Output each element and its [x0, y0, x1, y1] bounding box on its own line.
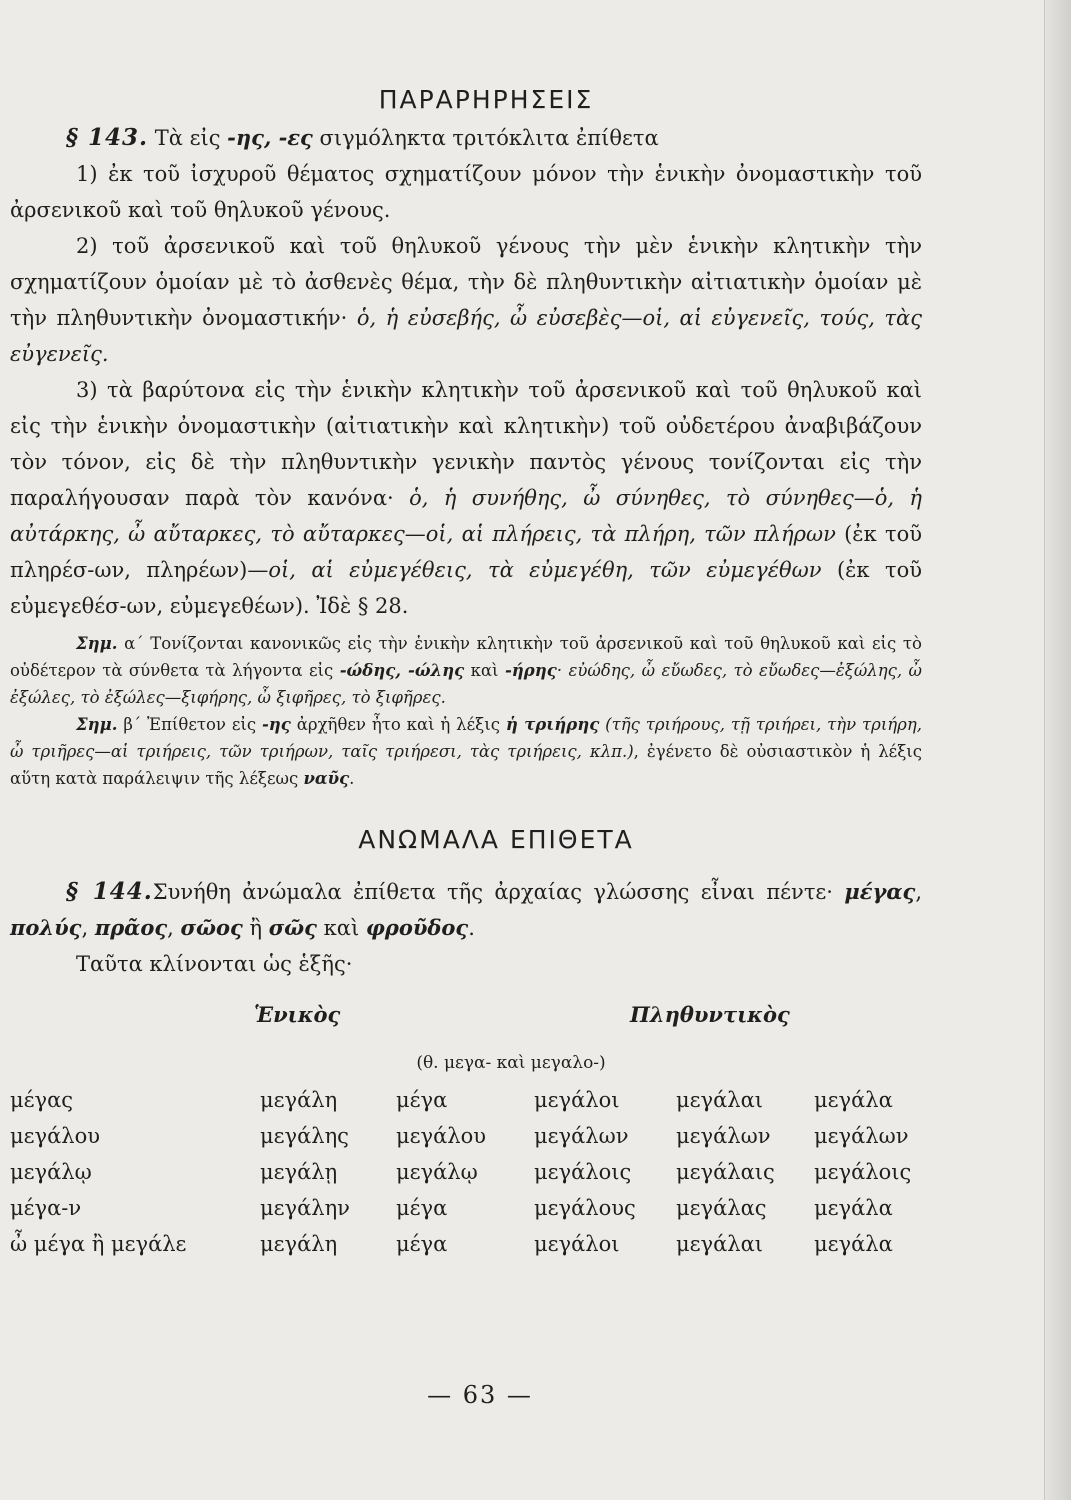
s143-point-3 — [10, 372, 922, 624]
note-b-text-c: , ἐγένετο δὲ οὐσιαστικὸν ἡ λέξις αὕτη κατὰ παράλειψιν τῆς λέξεως — [10, 742, 922, 788]
note-a-text-b: καὶ — [464, 661, 505, 680]
table-cell: μεγάλῳ — [10, 1160, 92, 1184]
table-cell: μέγα — [396, 1088, 448, 1112]
note-b-text-a: β΄ Ἐπίθετον εἰς — [117, 715, 262, 734]
note-a-endings: -ώδης, -ώλης — [339, 661, 465, 680]
table-cell: μεγάλη — [260, 1232, 338, 1256]
s143-intro-text-b: σιγμόληκτα τριτόκλιτα ἐπίθετα — [312, 126, 659, 150]
table-cell: μέγα-ν — [10, 1196, 82, 1220]
s143-number: § 143. — [66, 124, 149, 151]
s144-word-5: σῶς — [268, 915, 317, 940]
table-cell: ὦ μέγα ἢ μεγάλε — [10, 1232, 187, 1256]
s143-point-2-examples: ὁ, ἡ εὐσεβής, ὦ εὐσεβὲς—οἱ, αἱ εὐγενεῖς, τούς, τὰς εὐγενεῖς. — [10, 306, 922, 366]
table-cell: μεγάλων — [814, 1124, 909, 1148]
table-cell: μέγα — [396, 1232, 448, 1256]
s144-comma-1: , — [915, 880, 922, 904]
note-b-label: Σημ. — [76, 715, 118, 734]
s143-point-2 — [10, 228, 922, 372]
table-cell: μεγάλοι — [534, 1088, 620, 1112]
s143-point-3-mid-1: (ἐκ τοῦ πληρέσ-ων, πληρέων)— — [10, 522, 922, 582]
table-cell: μεγάλοις — [814, 1160, 912, 1184]
s144-word-6: φροῦδος — [365, 915, 469, 940]
table-row — [10, 1154, 922, 1190]
table-row — [10, 1118, 922, 1154]
singular-header: Ἑνικὸς — [254, 1002, 341, 1027]
s144-text-a: Συνήθη ἀνώμαλα ἐπίθετα τῆς ἀρχαίας γλώσσης εἶναι πέντε· — [152, 880, 845, 904]
s143-point-3-text: 3) τὰ βαρύτονα εἰς τὴν ἑνικὴν κλητικὴν τοῦ ἀρσενικοῦ καὶ τοῦ θηλυκοῦ καὶ εἰς τὴν ἑνικὴν ὀνομαστικὴν (αἰτιατικὴν καὶ κλητικὴν) τοῦ οὐδετέρου ἀναβιβάζουν τὸν τόνον, εἰς δὲ τὴν πληθυντικὴν γενικὴν παντὸς γένους τονίζονται εἰς τὴν παραλήγουσαν παρὰ τὸν κανόνα· — [10, 378, 922, 510]
s143-intro-text-a: Τὰ εἰς — [154, 126, 228, 150]
table-cell: μεγάλων — [534, 1124, 629, 1148]
table-cell: μεγάλαι — [676, 1088, 763, 1112]
table-cell: μέγα — [396, 1196, 448, 1220]
note-b — [10, 711, 922, 792]
table-cell: μεγάλης — [260, 1124, 349, 1148]
s143-point-3-mid-2: (ἐκ τοῦ εὐμεγεθέσ-ων, εὐμεγεθέων). Ἰδὲ § 28. — [10, 558, 922, 618]
table-cell: μεγάλων — [676, 1124, 771, 1148]
table-cell: μεγάλου — [10, 1124, 100, 1148]
table-row — [10, 1082, 922, 1118]
s143-intro — [10, 120, 922, 156]
page-number: — 63 — — [427, 1381, 533, 1409]
note-b-word-2: ναῦς — [303, 769, 350, 788]
page-edge — [1044, 0, 1071, 1500]
s143-point-1: 1) ἐκ τοῦ ἰσχυροῦ θέματος σχηματίζουν μόνον τὴν ἑνικὴν ὀνομαστικὴν τοῦ ἀρσενικοῦ καὶ τοῦ θηλυκοῦ γένους. — [10, 162, 922, 222]
table-cell: μεγάλῃ — [260, 1160, 338, 1184]
table-cell: μεγάλαι — [676, 1232, 763, 1256]
s144-comma-2: , — [81, 916, 95, 940]
s144-word-4: σῶος — [180, 915, 243, 940]
declension-table — [10, 1082, 922, 1262]
table-row — [10, 1190, 922, 1226]
note-b-end: . — [349, 769, 355, 788]
s144-word-1: μέγας — [844, 879, 916, 904]
table-cell: μεγάλοις — [534, 1160, 632, 1184]
section-heading-remarks: ΠΑΡΑΡΗΡΗΣΕΙΣ — [378, 85, 594, 114]
note-a — [10, 630, 922, 711]
table-cell: μεγάλα — [814, 1088, 893, 1112]
s144-end: . — [468, 916, 475, 940]
table-cell: μέγας — [10, 1088, 74, 1112]
page-body — [10, 80, 922, 1262]
note-b-ending: -ης — [261, 715, 291, 734]
s144-or: ἢ — [242, 916, 269, 940]
s144-intro — [10, 874, 922, 946]
section-heading-irregular-adjectives: ΑΝΩΜΑΛΑ ΕΠΙΘΕΤΑ — [358, 825, 634, 854]
table-cell: μεγάλας — [676, 1196, 767, 1220]
s143-endings: -ης, -ες — [227, 125, 313, 150]
table-cell: μεγάλοι — [534, 1232, 620, 1256]
table-cell: μεγάλαις — [676, 1160, 775, 1184]
table-cell: μεγάλους — [534, 1196, 636, 1220]
table-row — [10, 1226, 922, 1262]
stem-note: (θ. μεγα- καὶ μεγαλο-) — [416, 1053, 606, 1073]
s143-point-2-text: 2) τοῦ ἀρσενικοῦ καὶ τοῦ θηλυκοῦ γένους τὴν μὲν ἑνικὴν κλητικὴν τὴν σχηματίζουν ὁμοίαν μὲ τὸ ἀσθενὲς θέμα, τὴν δὲ πληθυντικὴν αἰτιατικὴν ὁμοίαν μὲ τὴν πληθυντικὴν ὀνομαστικήν· — [10, 234, 922, 330]
note-a-ending-3: -ήρης — [504, 661, 557, 680]
s144-number: § 144. — [66, 878, 153, 905]
s143-point-3-examples-2: οἱ, αἱ εὐμεγέθεις, τὰ εὐμεγέθη, τῶν εὐμεγέθων — [268, 558, 822, 582]
declension-table-block — [10, 1002, 922, 1262]
table-cell: μεγάλην — [260, 1196, 350, 1220]
note-b-text-b: ἀρχῆθεν ἦτο καὶ ἡ λέξις — [290, 715, 506, 734]
s144-word-2: πολύς — [10, 915, 82, 940]
s144-comma-3: , — [167, 916, 181, 940]
table-cell: μεγάλη — [260, 1088, 338, 1112]
note-a-examples: · εὐώδης, ὦ εὔωδες, τὸ εὔωδες—ἐξώλης, ὦ ἐξώλες, τὸ ἐξώλες—ξιφήρης, ὦ ξιφῆρες, τὸ ξιφῆρες. — [10, 661, 922, 707]
s144-and: καὶ — [316, 916, 366, 940]
note-a-text-a: α΄ Τονίζονται κανονικῶς εἰς τὴν ἑνικὴν κλητικὴν τοῦ ἀρσενικοῦ καὶ τοῦ θηλυκοῦ καὶ εἰς τὸ οὐδέτερον τὰ σύνθετα τὰ λήγοντα εἰς — [10, 634, 922, 680]
note-b-word: ἡ τριήρης — [505, 715, 600, 734]
table-cell: μεγάλου — [396, 1124, 486, 1148]
plural-header: Πληθυντικὸς — [630, 1002, 790, 1027]
table-cell: μεγάλα — [814, 1196, 893, 1220]
s143-point-3-examples-1: ὁ, ἡ συνήθης, ὦ σύνηθες, τὸ σύνηθες—ὁ, ἡ αὐτάρκης, ὦ αὔταρκες, τὸ αὔταρκες—οἱ, αἱ πλήρεις, τὰ πλήρη, τῶν πλήρων — [10, 486, 923, 546]
table-cell: μεγάλα — [814, 1232, 893, 1256]
table-cell: μεγάλῳ — [396, 1160, 478, 1184]
note-a-label: Σημ. — [76, 634, 118, 653]
s144-word-3: πρᾶος — [94, 915, 168, 940]
s144-declension-intro: Ταῦτα κλίνονται ὡς ἑξῆς· — [76, 952, 353, 976]
declension-table-header — [10, 1002, 922, 1042]
note-b-forms: (τῆς τριήρους, τῇ τριήρει, τὴν τριήρη, ὦ τριῆρες—αἱ τριήρεις, τῶν τριήρων, ταῖς τριήρεσι, τὰς τριήρεις, κλπ.) — [10, 715, 923, 761]
